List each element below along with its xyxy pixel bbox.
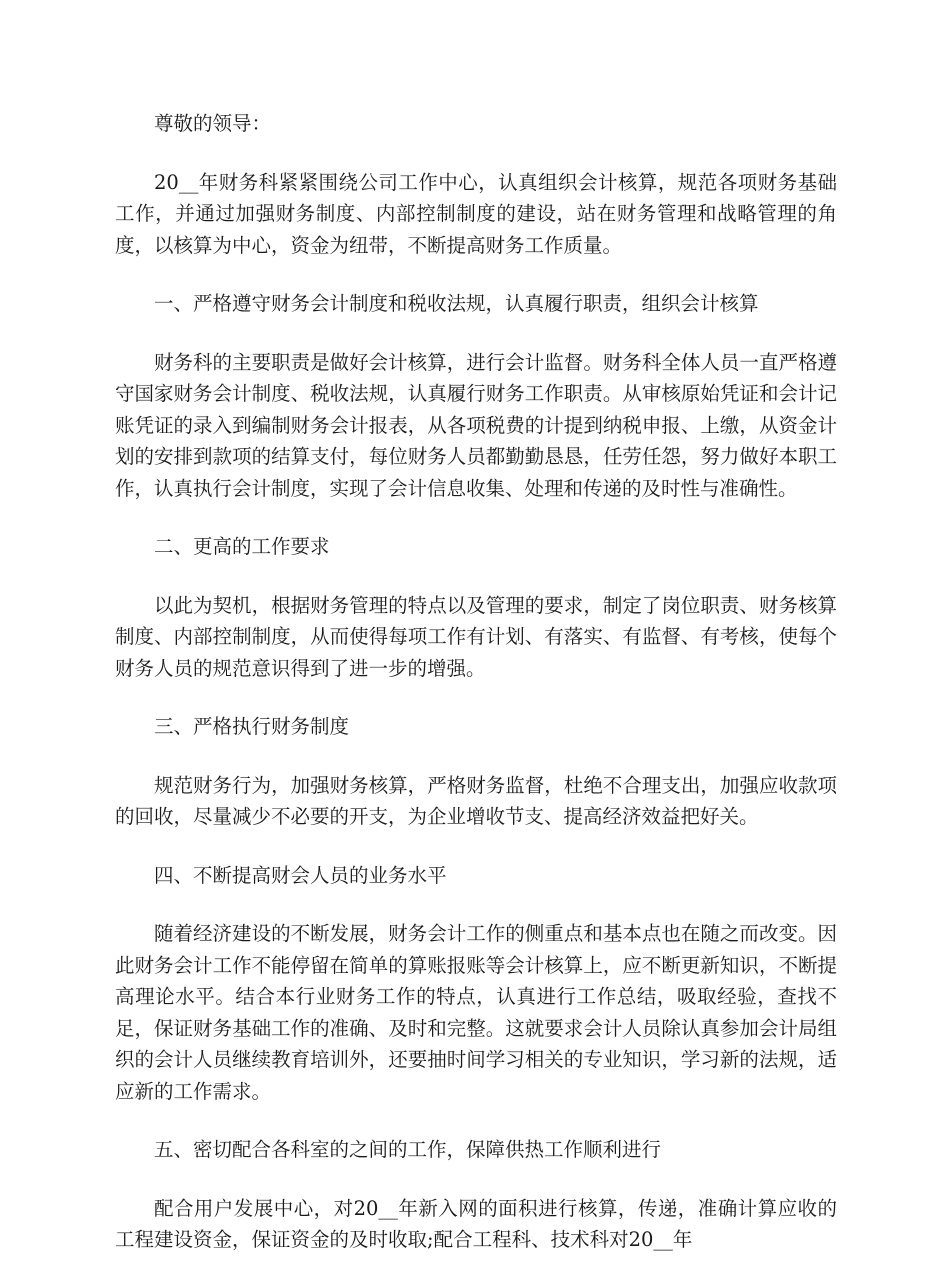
section-body-3: 规范财务行为，加强财务核算，严格财务监督，杜绝不合理支出，加强应收款项的回收，尽量减少不必要的开支，为企业增收节支、提高经济效益把好关。 xyxy=(115,773,837,828)
section-body-4: 随着经济建设的不断发展，财务会计工作的侧重点和基本点也在随之而改变。因此财务会计工作不能停留在简单的算账报账等会计核算上，应不断更新知识，不断提高理论水平。结合本行业财务工作的特点，认真进行工作总结，吸取经验，查找不足，保证财务基础工作的准确、及时和完整。这就要求会计人员除认真参加会计局组织的会计人员继续教育培训外，还要抽时间学习相关的专业知识，学习新的法规，适应新的工作需求。 xyxy=(115,922,837,1103)
section-heading-5: 五、密切配合各科室的之间的工作，保障供热工作顺利进行 xyxy=(154,1138,662,1161)
intro-paragraph: 20__年财务科紧紧围绕公司工作中心，认真组织会计核算，规范各项财务基础工作，并通过加强财务制度、内部控制制度的建设，站在财务管理和战略管理的角度，以核算为中心，资金为纽带，不断提高财务工作质量。 xyxy=(115,170,837,257)
section-body-5: 配合用户发展中心，对20__年新入网的面积进行核算，传递，准确计算应收的工程建设资金，保证资金的及时收取;配合工程科、技术科对20__年 xyxy=(115,1196,837,1251)
section-heading-1: 一、严格遵守财务会计制度和税收法规，认真履行职责，组织会计核算 xyxy=(154,292,759,315)
section-heading-2: 二、更高的工作要求 xyxy=(154,535,330,558)
section-heading-3: 三、严格执行财务制度 xyxy=(154,715,350,738)
document-body xyxy=(115,108,837,1283)
greeting: 尊敬的领导： xyxy=(154,112,272,135)
section-body-2: 以此为契机，根据财务管理的特点以及管理的要求，制定了岗位职责、财务核算制度、内部控制制度，从而使得每项工作有计划、有落实、有监督、有考核，使每个财务人员的规范意识得到了进一步的增强。 xyxy=(115,593,837,680)
section-heading-4: 四、不断提高财会人员的业务水平 xyxy=(154,863,447,887)
section-body-1: 财务科的主要职责是做好会计核算，进行会计监督。财务科全体人员一直严格遵守国家财务会计制度、税收法规，认真履行财务工作职责。从审核原始凭证和会计记账凭证的录入到编制财务会计报表，从各项税费的计提到纳税申报、上缴，从资金计划的安排到款项的结算支付，每位财务人员都勤勤恳恳，任劳任怨，努力做好本职工作，认真执行会计制度，实现了会计信息收集、处理和传递的及时性与准确性。 xyxy=(115,350,837,500)
